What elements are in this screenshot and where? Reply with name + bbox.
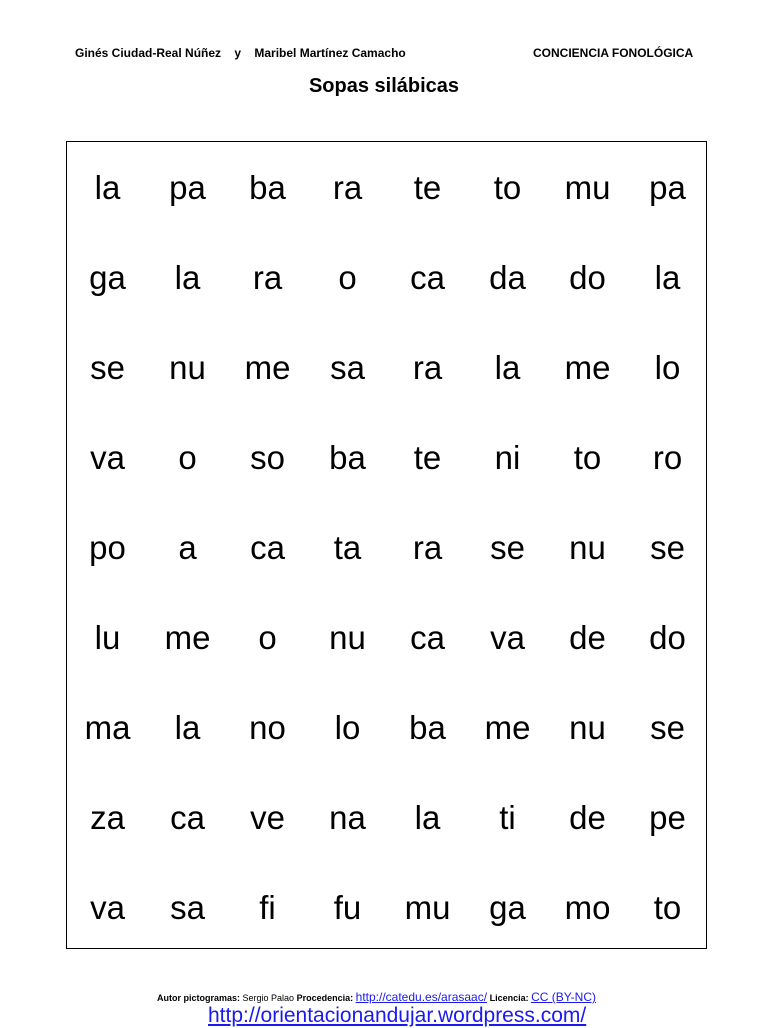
syllable-cell: la xyxy=(654,259,681,296)
syllable-cell: po xyxy=(89,529,126,566)
licencia-label: Licencia: xyxy=(489,993,529,1003)
syllable-cell: ca xyxy=(250,529,285,566)
syllable-cell: me xyxy=(564,349,611,386)
syllable-cell: o xyxy=(178,439,197,476)
syllable-grid xyxy=(67,142,706,948)
syllable-cell: ra xyxy=(332,169,363,206)
syllable-cell: la xyxy=(494,349,521,386)
syllable-cell: to xyxy=(653,889,682,926)
syllable-cell: nu xyxy=(569,709,606,746)
syllable-cell: so xyxy=(250,439,285,476)
syllable-cell: do xyxy=(649,619,686,656)
procedencia-link[interactable]: http://catedu.es/arasaac/ xyxy=(355,990,488,1004)
syllable-cell: se xyxy=(90,349,125,386)
syllable-cell: ti xyxy=(499,799,516,836)
syllable-cell: va xyxy=(90,439,125,476)
grid-row xyxy=(67,143,706,233)
syllable-cell: to xyxy=(573,439,602,476)
autor-label: Autor pictogramas: xyxy=(157,993,241,1003)
syllable-cell: me xyxy=(244,349,291,386)
syllable-cell: la xyxy=(414,799,441,836)
syllable-cell: no xyxy=(249,709,286,746)
procedencia-label: Procedencia: xyxy=(296,993,354,1003)
syllable-cell: de xyxy=(569,619,606,656)
syllable-cell: me xyxy=(484,709,531,746)
grid-row xyxy=(67,233,706,323)
syllable-cell: ba xyxy=(249,169,286,206)
syllable-cell: sa xyxy=(170,889,205,926)
grid-row xyxy=(67,683,706,773)
syllable-cell: nu xyxy=(329,619,366,656)
syllable-cell: nu xyxy=(169,349,206,386)
syllable-cell: o xyxy=(258,619,277,656)
syllable-cell: sa xyxy=(330,349,365,386)
syllable-cell: ni xyxy=(494,439,521,476)
syllable-cell: se xyxy=(650,709,685,746)
header-subject: CONCIENCIA FONOLÓGICA xyxy=(533,46,694,60)
syllable-cell: ba xyxy=(409,709,446,746)
website-link[interactable]: http://orientacionandujar.wordpress.com/ xyxy=(208,1004,587,1027)
syllable-cell: pe xyxy=(649,799,686,836)
syllable-cell: ba xyxy=(329,439,366,476)
syllable-grid-box xyxy=(66,141,707,949)
syllable-cell: ra xyxy=(412,529,443,566)
header-authors: Ginés Ciudad-Real Núñez y Maribel Martínez Camacho xyxy=(75,46,406,60)
syllable-cell: ca xyxy=(410,259,445,296)
syllable-cell: ga xyxy=(489,889,526,926)
syllable-cell: fi xyxy=(259,889,276,926)
grid-row xyxy=(67,863,706,953)
syllable-cell: ga xyxy=(89,259,126,296)
syllable-cell: la xyxy=(94,169,121,206)
syllable-cell: se xyxy=(650,529,685,566)
licencia-link[interactable]: CC (BY-NC) xyxy=(531,990,597,1004)
syllable-cell: nu xyxy=(569,529,606,566)
syllable-cell: a xyxy=(178,529,197,566)
syllable-cell: de xyxy=(569,799,606,836)
syllable-cell: va xyxy=(90,889,125,926)
syllable-cell: ro xyxy=(652,439,683,476)
syllable-cell: mu xyxy=(564,169,611,206)
syllable-cell: te xyxy=(413,439,442,476)
syllable-cell: lo xyxy=(654,349,681,386)
syllable-cell: me xyxy=(164,619,211,656)
grid-row xyxy=(67,773,706,863)
syllable-cell: lu xyxy=(94,619,121,656)
syllable-cell: ma xyxy=(84,709,131,746)
syllable-cell: ta xyxy=(333,529,362,566)
syllable-cell: ca xyxy=(170,799,205,836)
grid-row xyxy=(67,413,706,503)
syllable-cell: se xyxy=(490,529,525,566)
syllable-cell: mo xyxy=(564,889,611,926)
syllable-cell: to xyxy=(493,169,522,206)
syllable-cell: pa xyxy=(169,169,206,206)
syllable-cell: pa xyxy=(649,169,686,206)
syllable-cell: ra xyxy=(412,349,443,386)
syllable-cell: ve xyxy=(250,799,285,836)
grid-row xyxy=(67,323,706,413)
syllable-cell: lo xyxy=(334,709,361,746)
page-title: Sopas silábicas xyxy=(308,75,460,97)
grid-row xyxy=(67,503,706,593)
autor-value: Sergio Palao xyxy=(242,993,295,1003)
syllable-cell: la xyxy=(174,259,201,296)
syllable-cell: mu xyxy=(404,889,451,926)
syllable-cell: do xyxy=(569,259,606,296)
syllable-cell: fu xyxy=(333,889,362,926)
syllable-cell: la xyxy=(174,709,201,746)
syllable-cell: ra xyxy=(252,259,283,296)
syllable-cell: va xyxy=(490,619,525,656)
syllable-cell: o xyxy=(338,259,357,296)
syllable-cell: za xyxy=(90,799,125,836)
grid-row xyxy=(67,593,706,683)
credits-line xyxy=(157,990,596,1004)
syllable-cell: ca xyxy=(410,619,445,656)
syllable-cell: da xyxy=(489,259,526,296)
syllable-cell: na xyxy=(329,799,366,836)
syllable-cell: te xyxy=(413,169,442,206)
